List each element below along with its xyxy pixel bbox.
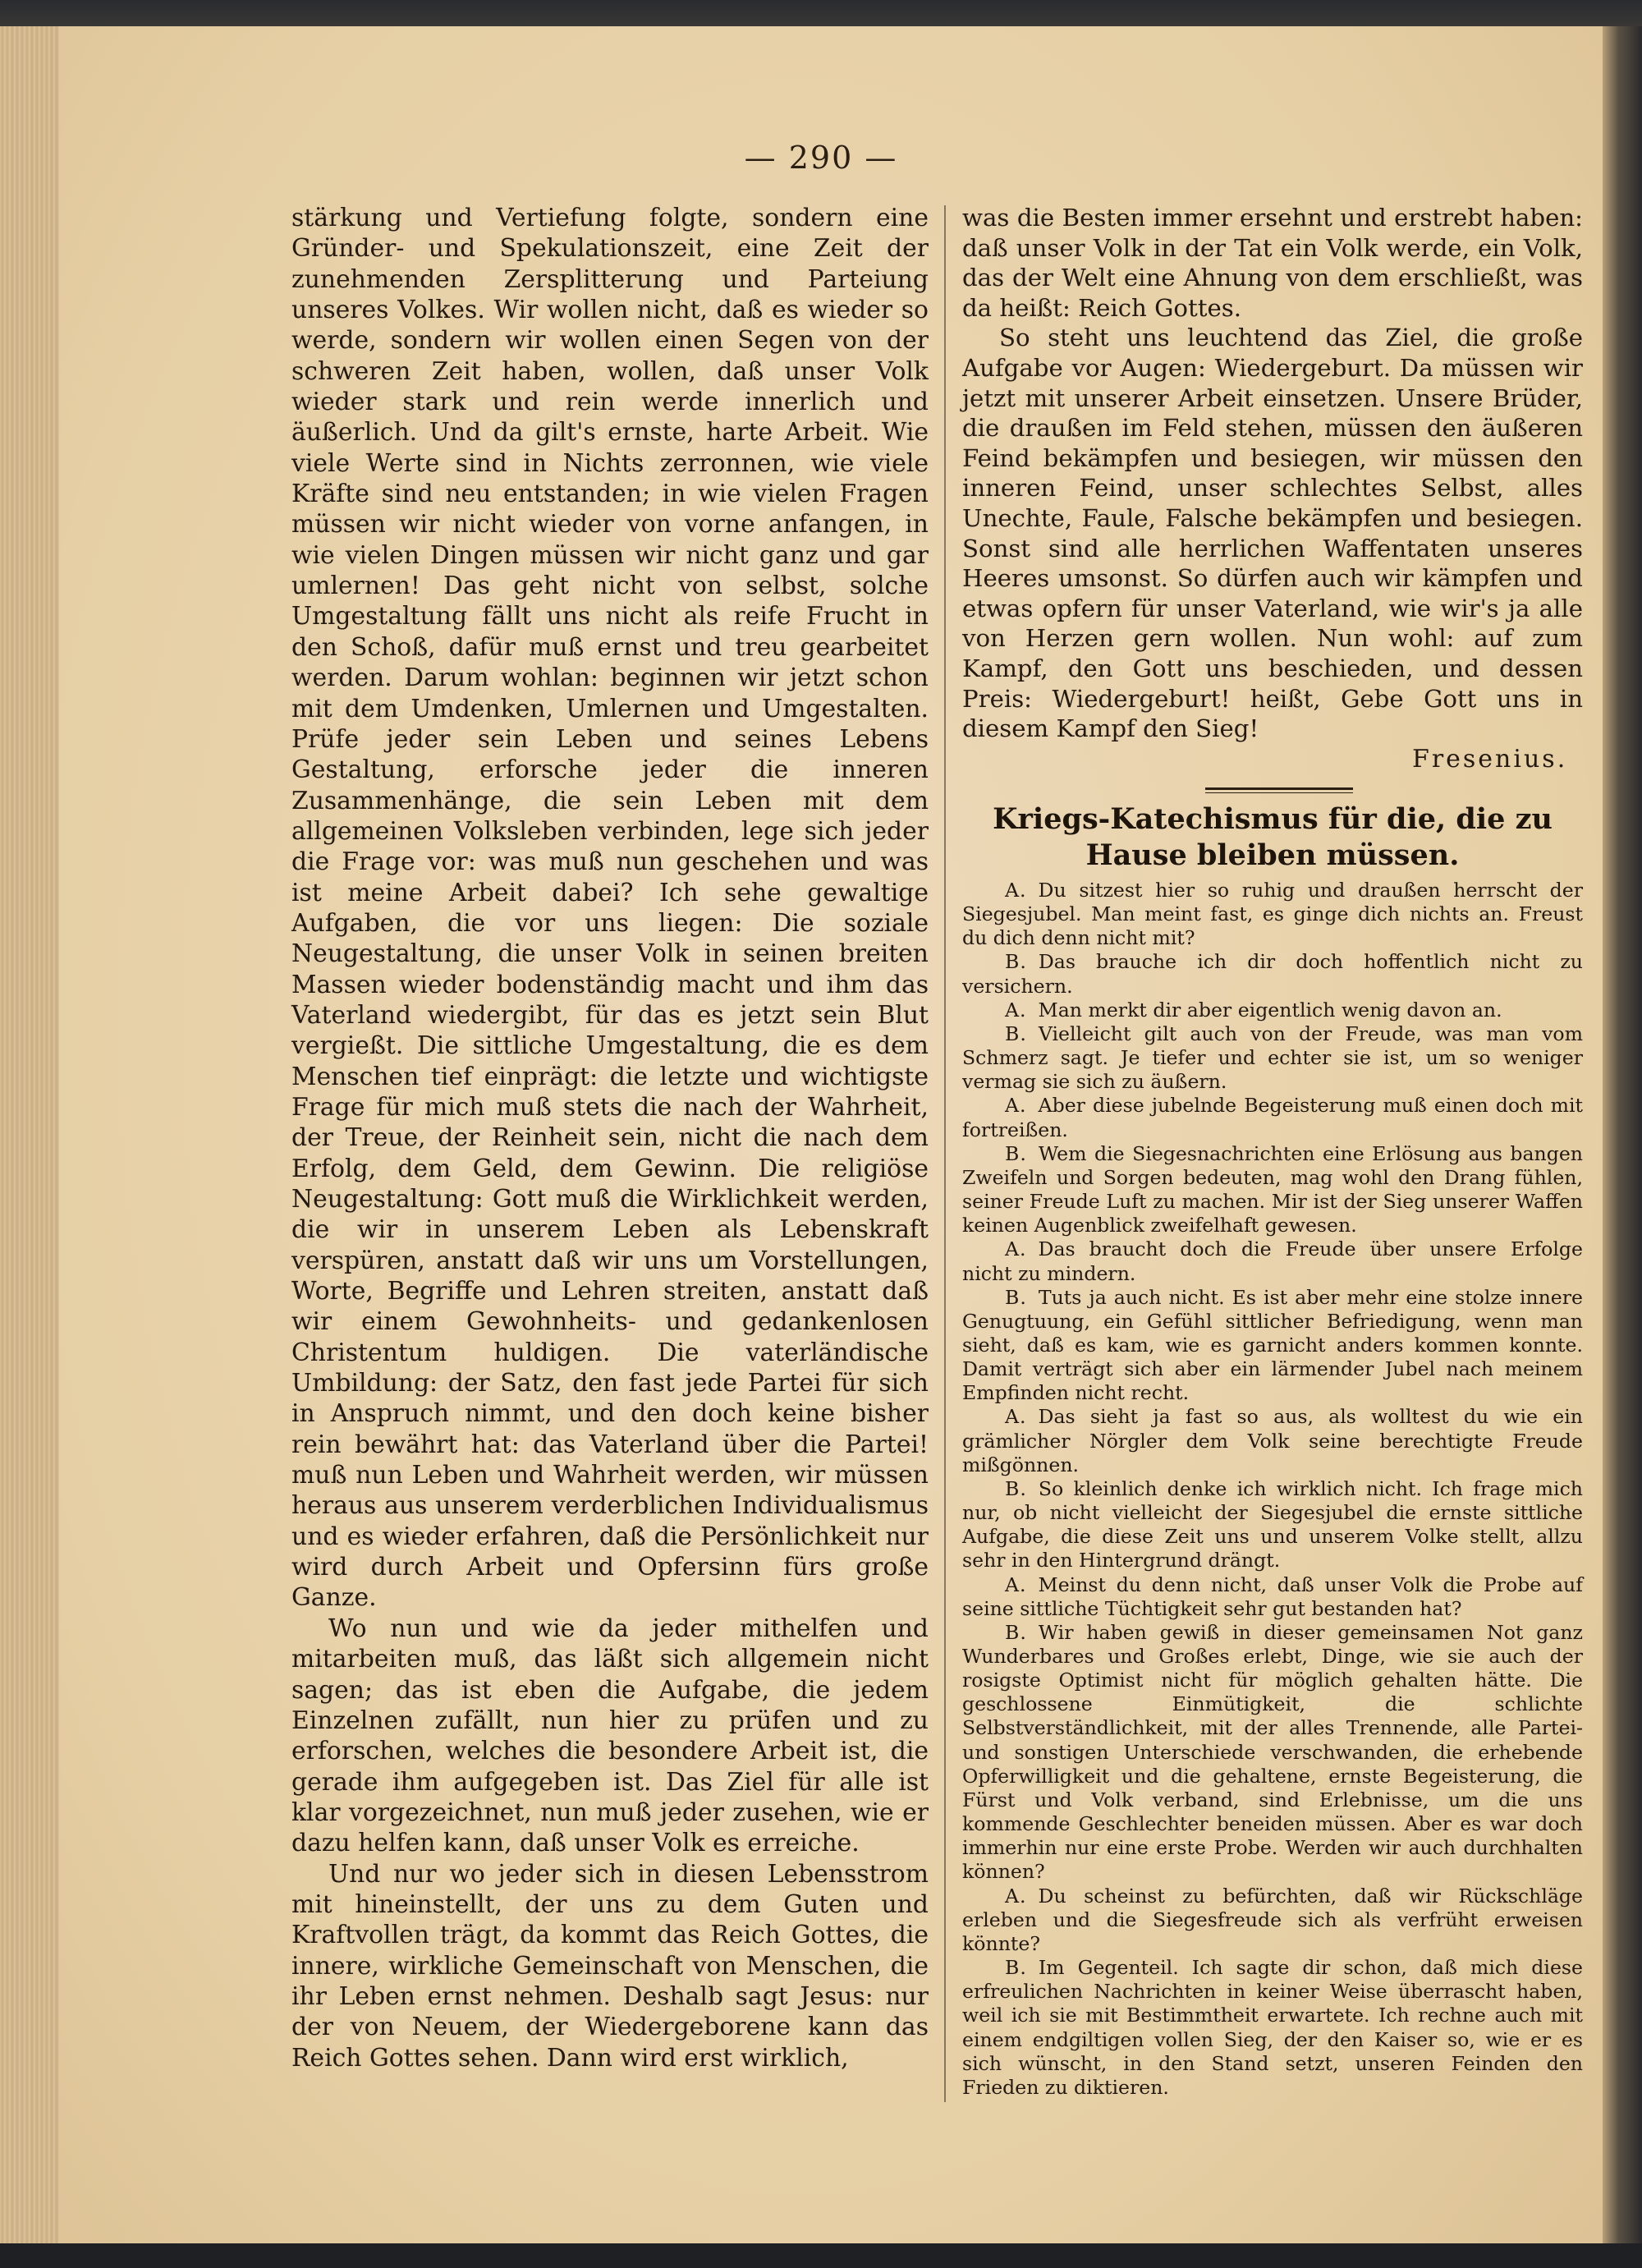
dialogue-speaker: B. [1005, 1956, 1027, 1980]
left-column [291, 203, 929, 2073]
dialogue-text: Das brauche ich dir doch hoffentlich nicht zu versichern. [962, 950, 1583, 998]
dialogue-line [962, 999, 1583, 1022]
dialogue-line [962, 1477, 1583, 1573]
dialogue-speaker: A. [1005, 1572, 1027, 1596]
dialogue-text: Im Gegenteil. Ich sagte dir schon, daß mich diese erfreulichen Nachrichten in keiner Weise überrascht haben, weil ich sie mit Bestimmtheit erwartete. Ich rechne auch mit einem endgiltigen vollen Sieg, der den Kaiser so, wie er es sich wünscht, in den Stand setzt, unseren Feinden den Frieden zu diktieren. [962, 1956, 1583, 2099]
right-paragraph-2: So steht uns leuchtend das Ziel, die große Aufgabe vor Augen: Wiedergeburt. Da müssen wir jetzt mit unserer Arbeit einsetzen. Unsere Brüder, die draußen im Feld stehen, müssen den äußeren Feind bekämpfen und besiegen, wir müssen den inneren Feind, unser schlechtes Selbst, alles Unechte, Faule, Falsche bekämpfen und besiegen. Sonst sind alle herrlichen Waffentaten unseres Heeres umsonst. So dürfen auch wir kämpfen und etwas opfern für unser Vaterland, wie wir's ja alle von Herzen gern wollen. Nun wohl: auf zum Kampf, den Gott uns beschieden, und dessen Preis: Wiedergeburt! heißt, Gebe Gott uns in diesem Kampf den Sieg! [962, 324, 1583, 743]
dialogue-line [962, 1956, 1583, 2100]
dialogue-text: Vielleicht gilt auch von der Freude, was man vom Schmerz sagt. Je tiefer und echter sie ist, um so weniger vermag sie sich zu äußern. [962, 1022, 1583, 1094]
dialogue-speaker: B. [1005, 950, 1027, 974]
dialogue-speaker: B. [1005, 1620, 1027, 1644]
dialogue-text: Wem die Siegesnachrichten eine Erlösung aus bangen Zweifeln und Sorgen bedeuten, mag wohl den Drang fühlen, seiner Freude Luft zu machen. Mir ist der Sieg unserer Waffen keinen Augenblick zweifelhaft gewesen. [962, 1141, 1583, 1237]
dialogue-speaker: B. [1005, 1476, 1027, 1500]
dialogue-speaker: A. [1005, 1884, 1027, 1908]
page-number: — 290 — [744, 140, 898, 176]
dialogue-text: Wir haben gewiß in dieser gemeinsamen Not ganz Wunderbares und Großes erlebt, Dinge, wie sie auch der rosigste Optimist nicht für möglich gehalten hätte. Die geschlossene Einmütigkeit, die schlichte Selbstverständlichkeit, mit der alles Trennende, alle Partei- und sonstigen Unterschiede verschwanden, die erhebende Opferwilligkeit und die gehaltene, ernste Begeisterung, die Fürst und Volk verband, sind Erlebnisse, um die uns kommende Geschlechter beneiden müssen. Aber es war doch immerhin nur eine erste Probe. Werden wir auch durchhalten können? [962, 1620, 1583, 1884]
dialogue-line [962, 1885, 1583, 1956]
dialogue-line [962, 879, 1583, 950]
dialogue-line [962, 1405, 1583, 1476]
dialogue-line [962, 1237, 1583, 1285]
dialogue-speaker: A. [1005, 879, 1027, 902]
dialogue-line [962, 1022, 1583, 1094]
catechism-dialogue [962, 879, 1583, 2100]
dialogue-speaker: B. [1005, 1141, 1027, 1165]
dialogue-text: Man merkt dir aber eigentlich wenig davon an. [1038, 998, 1502, 1022]
dialogue-text: Du sitzest hier so ruhig und draußen herrscht der Siegesjubel. Man meint fast, es ginge dich nichts an. Freust du dich denn nicht mit? [962, 879, 1583, 950]
column-divider [944, 205, 946, 2102]
dialogue-speaker: A. [1005, 1405, 1027, 1429]
left-paragraph-2: Wo nun und wie da jeder mithelfen und mitarbeiten muß, das läßt sich allgemein nicht sagen; das ist eben die Aufgabe, die jedem Einzelnen zufällt, nun hier zu prüfen und zu erforschen, welches die besondere Arbeit ist, die gerade ihm aufgegeben ist. Das Ziel für alle ist klar vorgezeichnet, nun muß jeder zusehen, wie er dazu helfen kann, daß unser Volk es erreiche. [291, 1614, 929, 1858]
dialogue-line [962, 1286, 1583, 1406]
article-headline: Kriegs-Katechismus für die, die zu Hause bleiben müssen. [993, 802, 1553, 872]
page-stack-edge [0, 26, 59, 2243]
dialogue-text: Das sieht ja fast so aus, als wolltest du wie ein grämlicher Nörgler dem Volk seine berechtigte Freude mißgönnen. [962, 1405, 1583, 1476]
author-signature: Fresenius. [1412, 745, 1568, 774]
dialogue-line [962, 1573, 1583, 1621]
dialogue-speaker: B. [1005, 1285, 1027, 1309]
dialogue-line [962, 1142, 1583, 1238]
dialogue-line [962, 950, 1583, 998]
book-binding [1603, 26, 1642, 2243]
right-column-continuation [962, 203, 1583, 744]
dialogue-text: Das braucht doch die Freude über unsere Erfolge nicht zu mindern. [962, 1237, 1583, 1285]
dialogue-speaker: B. [1005, 1022, 1027, 1045]
dialogue-text: Meinst du denn nicht, daß unser Volk die Probe auf seine sittliche Tüchtigkeit sehr gut bestanden hat? [962, 1572, 1583, 1620]
section-rule [1205, 787, 1353, 793]
dialogue-speaker: A. [1005, 1094, 1027, 1118]
dialogue-line [962, 1621, 1583, 1885]
dialogue-text: Aber diese jubelnde Begeisterung muß einen doch mit fortreißen. [962, 1094, 1583, 1141]
right-paragraph-1: was die Besten immer ersehnt und erstrebt haben: daß unser Volk in der Tat ein Volk werde, ein Volk, das der Welt eine Ahnung von dem erschließt, was da heißt: Reich Gottes. [962, 204, 1583, 322]
dialogue-speaker: A. [1005, 1237, 1027, 1261]
left-paragraph-1: stärkung und Vertiefung folgte, sondern eine Gründer- und Spekulationszeit, eine Zeit der zunehmenden Zersplitterung und Parteiung unseres Volkes. Wir wollen nicht, daß es wieder so werde, sondern wir wollen einen Segen von der schweren Zeit haben, wollen, daß unser Volk wieder stark und rein werde innerlich und äußerlich. Und da gilt's ernste, harte Arbeit. Wie viele Werte sind in Nichts zerronnen, wie viele Kräfte sind neu entstanden; in wie vielen Fragen müssen wir nicht wieder von vorne anfangen, in wie vielen Dingen müssen wir nicht ganz und gar umlernen! Das geht nicht von selbst, solche Umgestaltung fällt uns nicht als reife Frucht in den Schoß, dafür muß ernst und treu gearbeitet werden. Darum wohlan: beginnen wir jetzt schon mit dem Umdenken, Umlernen und Umgestalten. Prüfe jeder sein Leben und seines Lebens Gestaltung, erforsche jeder die inneren Zusammenhänge, die sein Leben mit dem allgemeinen Volksleben verbinden, lege sich jeder die Frage vor: was muß nun geschehen und was ist meine Arbeit dabei? Ich sehe gewaltige Aufgaben, die vor uns liegen: Die soziale Neugestaltung, die unser Volk in seinen breiten Massen wieder bodenständig macht und ihm das Vaterland wiedergibt, für das es jetzt sein Blut vergießt. Die sittliche Umgestaltung, die es dem Menschen tief einprägt: die letzte und wichtigste Frage für mich muß stets die nach der Wahrheit, der Treue, der Reinheit sein, nicht die nach dem Erfolg, dem Geld, dem Gewinn. Die religiöse Neugestaltung: Gott muß die Wirklichkeit werden, die wir in unserem Leben als Lebenskraft verspüren, anstatt daß wir uns um Vorstellungen, Worte, Begriffe und Lehren streiten, anstatt daß wir einem Gewohnheits- und gedankenlosen Christentum huldigen. Die vaterländische Umbildung: der Satz, den fast jede Partei für sich in Anspruch nimmt, und den doch keine bisher rein bewährt hat: das Vaterland über die Partei! muß nun Leben und Wahrheit werden, wir müssen heraus aus unserem verderblichen Individualismus und es wieder erfahren, daß die Persönlichkeit nur wird durch Arbeit und Opfersinn fürs große Ganze. [291, 204, 929, 1613]
dialogue-line [962, 1094, 1583, 1141]
dialogue-text: Du scheinst zu befürchten, daß wir Rückschläge erleben und die Siegesfreude sich als verfrüht erweisen könnte? [962, 1884, 1583, 1955]
dialogue-text: Tuts ja auch nicht. Es ist aber mehr eine stolze innere Genugtuung, ein Gefühl sittlicher Befriedigung, wenn man sieht, daß es kam, wie es garnicht anders kommen konnte. Damit verträgt sich aber ein lärmender Jubel nach meinem Empfinden nicht recht. [962, 1285, 1583, 1405]
left-paragraph-3: Und nur wo jeder sich in diesen Lebensstrom mit hineinstellt, der uns zu dem Guten und Kraftvollen trägt, da kommt das Reich Gottes, die innere, wirkliche Gemeinschaft von Menschen, die ihr Leben ernst nehmen. Deshalb sagt Jesus: nur der von Neuem, der Wiedergeborene kann das Reich Gottes sehen. Dann wird erst wirklich, [291, 1859, 929, 2073]
dialogue-text: So kleinlich denke ich wirklich nicht. Ich frage mich nur, ob nicht vielleicht der Siegesjubel die ernste sittliche Aufgabe, die diese Zeit uns und unserem Volke stellt, allzu sehr in den Hintergrund drängt. [962, 1476, 1583, 1572]
dialogue-speaker: A. [1005, 998, 1027, 1022]
